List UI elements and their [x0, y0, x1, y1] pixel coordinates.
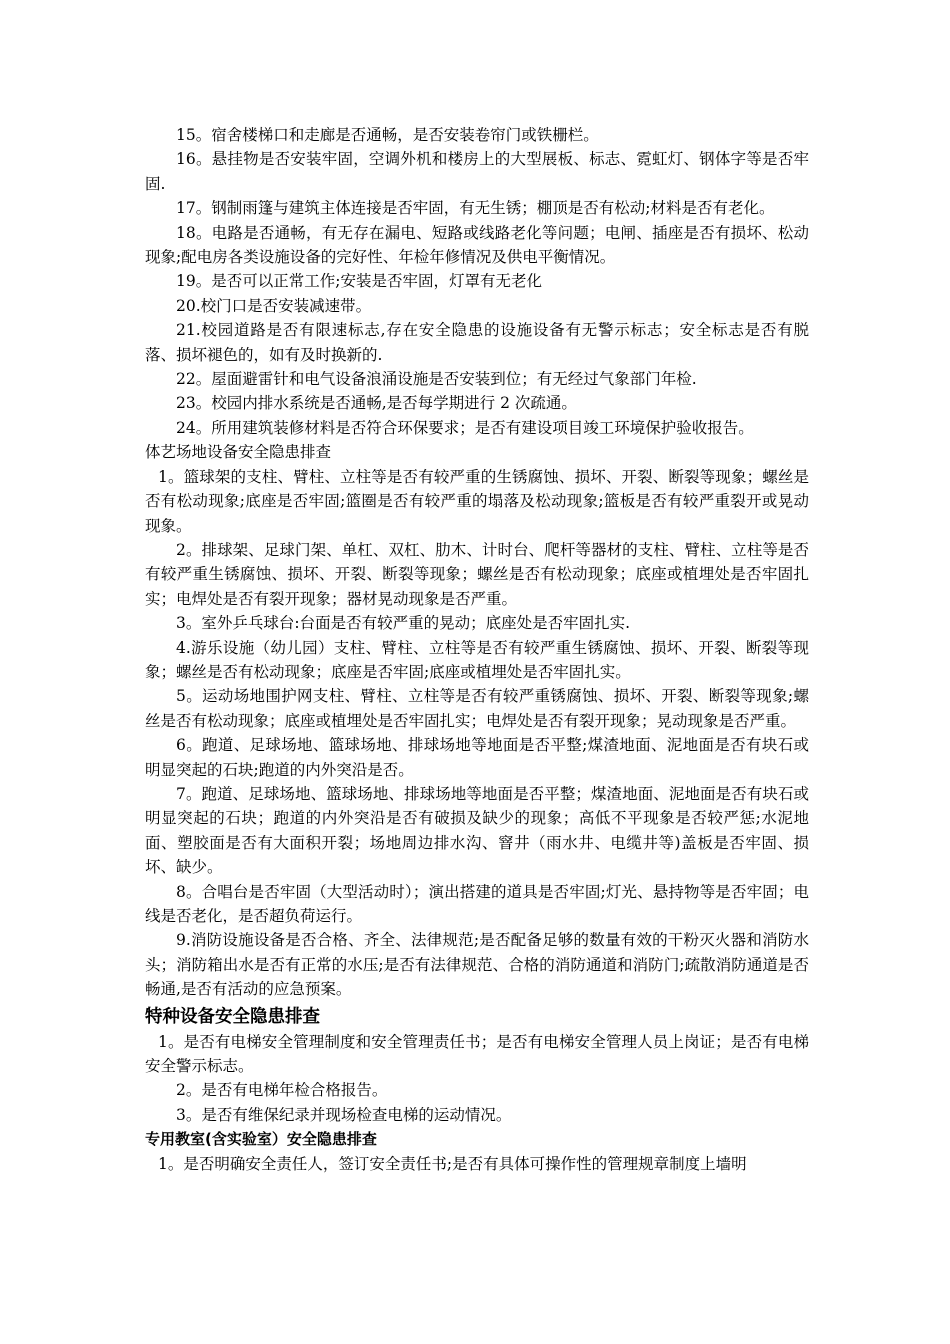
checklist-paragraph: 3。是否有维保纪录并现场检查电梯的运动情况。: [176, 1105, 512, 1124]
checklist-paragraph: 1。是否明确安全责任人，签订安全责任书;是否有具体可操作性的管理规章制度上墙明: [158, 1154, 747, 1173]
checklist-paragraph: 1。是否有电梯安全管理制度和安全管理责任书；是否有电梯安全管理人员上岗证；是否有电梯安全警示标志。: [145, 1032, 809, 1076]
checklist-paragraph: 21.校园道路是否有限速标志,存在安全隐患的设施设备有无警示标志；安全标志是否有脱落、损坏褪色的，如有及时换新的.: [145, 321, 809, 364]
checklist-paragraph: 16。悬挂物是否安装牢固，空调外机和楼房上的大型展板、标志、霓虹灯、钢体字等是否牢固.: [145, 150, 809, 193]
checklist-paragraph: 9.消防设施设备是否合格、齐全、法律规范;是否配备足够的数量有效的干粉灭火器和消防水头；消防箱出水是否有正常的水压;是否有法律规范、合格的消防通道和消防门;疏散消防通道是否畅通,是否有活动的应急预案。: [145, 931, 809, 999]
checklist-paragraph: 7。跑道、足球场地、篮球场地、排球场地等地面是否平整；煤渣地面、泥地面是否有块石或明显突起的石块；跑道的内外突沿是否有破损及缺少的现象；高低不平现象是否较严惩;水泥地面、塑胶面是否有大面积开裂；场地周边排水沟、窨井（雨水井、电缆井等)盖板是否牢固、损坏、缺少。: [145, 784, 809, 877]
checklist-paragraph: 1。篮球架的支柱、臂柱、立柱等是否有较严重的生锈腐蚀、损坏、开裂、断裂等现象；螺丝是否有松动现象;底座是否牢固;篮圈是否有较严重的塌落及松动现象;篮板是否有较严重裂开或晃动现象。: [145, 467, 809, 535]
section-subheading: 体艺场地设备安全隐患排查: [145, 443, 332, 462]
checklist-paragraph: 8。合唱台是否牢固（大型活动时）；演出搭建的道具是否牢固;灯光、悬持物等是否牢固；电线是否老化，是否超负荷运行。: [145, 882, 809, 925]
section-heading: 专用教室(含实验室）安全隐患排查: [145, 1130, 377, 1149]
section-heading: 特种设备安全隐患排查: [145, 1006, 320, 1027]
checklist-paragraph: 4.游乐设施（幼儿园）支柱、臂柱、立柱等是否有较严重生锈腐蚀、损坏、开裂、断裂等现象；螺丝是否有松动现象；底座是否牢固;底座或植埋处是否牢固扎实。: [145, 638, 809, 681]
checklist-paragraph: 20.校门口是否安装减速带。: [176, 296, 372, 315]
checklist-paragraph: 6。跑道、足球场地、篮球场地、排球场地等地面是否平整;煤渣地面、泥地面是否有块石或明显突起的石块;跑道的内外突沿是否。: [145, 736, 809, 779]
checklist-paragraph: 2。排球架、足球门架、单杠、双杠、肋木、计时台、爬杆等器材的支柱、臂柱、立柱等是否有较严重生锈腐蚀、损坏、开裂、断裂等现象；螺丝是否有松动现象；底座或植埋处是否牢固扎实；电焊处是否有裂开现象；器材晃动现象是否严重。: [145, 540, 809, 608]
checklist-paragraph: 19。是否可以正常工作;安装是否牢固，灯罩有无老化: [176, 272, 542, 291]
checklist-paragraph: 23。校园内排水系统是否通畅,是否每学期进行 2 次疏通。: [176, 394, 577, 413]
checklist-paragraph: 5。运动场地围护网支柱、臂柱、立柱等是否有较严重锈腐蚀、损坏、开裂、断裂等现象;螺丝是否有松动现象；底座或植埋处是否牢固扎实；电焊处是否有裂开现象；晃动现象是否严重。: [145, 687, 809, 730]
checklist-paragraph: 2。是否有电梯年检合格报告。: [176, 1081, 388, 1100]
checklist-paragraph: 22。屋面避雷针和电气设备浪涌设施是否安装到位；有无经过气象部门年检.: [176, 370, 697, 389]
checklist-paragraph: 18。电路是否通畅，有无存在漏电、短路或线路老化等问题；电闸、插座是否有损坏、松动现象;配电房各类设施设备的完好性、年检年修情况及供电平衡情况。: [145, 223, 809, 267]
checklist-paragraph: 17。钢制雨篷与建筑主体连接是否牢固，有无生锈；棚顶是否有松动;材料是否有老化。: [176, 199, 775, 218]
checklist-paragraph: 15。宿舍楼梯口和走廊是否通畅，是否安装卷帘门或铁栅栏。: [176, 126, 599, 144]
checklist-paragraph: 3。室外乒乓球台:台面是否有较严重的晃动；底座处是否牢固扎实.: [176, 614, 631, 633]
checklist-paragraph: 24。所用建筑装修材料是否符合环保要求；是否有建设项目竣工环境保护验收报告。: [176, 418, 754, 437]
document-page: [145, 123, 809, 1176]
